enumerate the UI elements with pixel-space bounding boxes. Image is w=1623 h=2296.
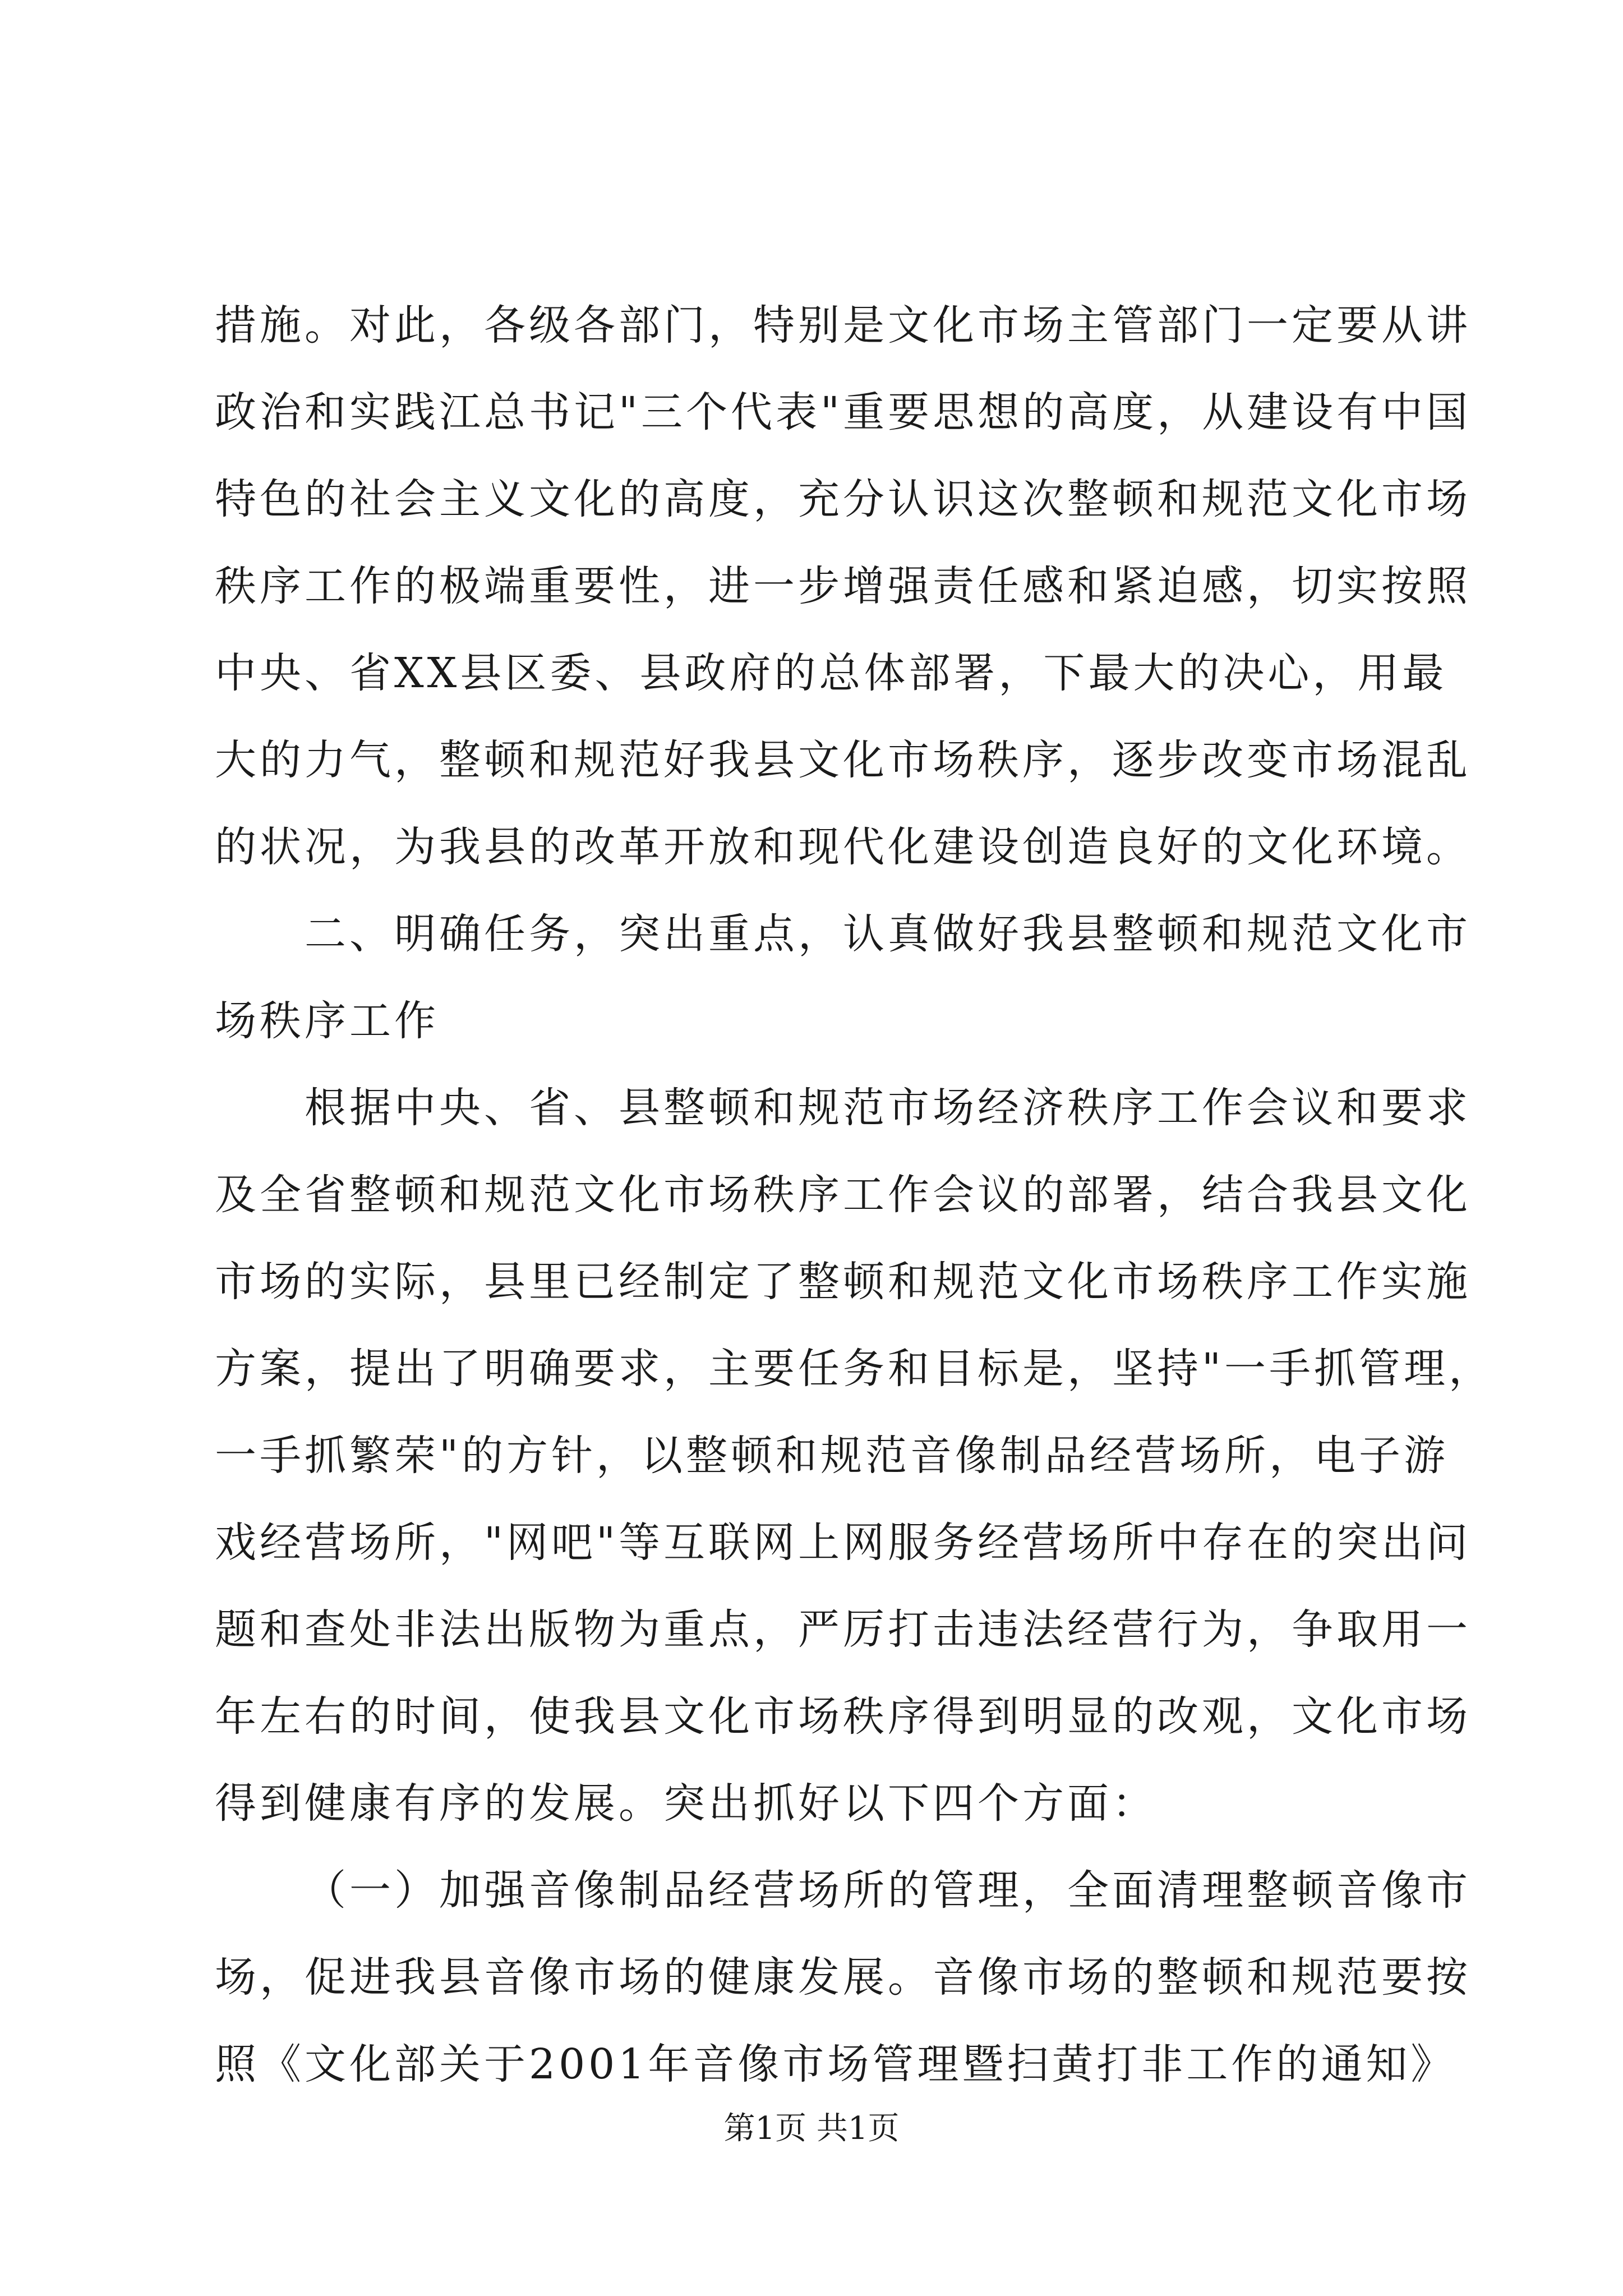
- text-line: 政治和实践江总书记"三个代表"重要思想的高度，从建设有中国: [215, 388, 1472, 436]
- text-line: 措施。对此，各级各部门，特别是文化市场主管部门一定要从讲: [215, 301, 1471, 349]
- text-line: 中央、省XX县区委、县政府的总体部署，下最大的决心，用最: [215, 649, 1447, 697]
- text-line: 年左右的时间，使我县文化市场秩序得到明显的改观，文化市场: [215, 1692, 1471, 1741]
- document-body: [215, 297, 1494, 2123]
- text-line: 照《文化部关于2001年音像市场管理暨扫黄打非工作的通知》: [215, 2040, 1456, 2088]
- section-heading-line: 二、明确任务，突出重点，认真做好我县整顿和规范文化市: [305, 910, 1471, 958]
- text-line: 题和查处非法出版物为重点，严厉打击违法经营行为，争取用一: [215, 1605, 1471, 1654]
- text-line: 的状况，为我县的改革开放和现代化建设创造良好的文化环境。: [215, 823, 1471, 871]
- text-line: 及全省整顿和规范文化市场秩序工作会议的部署，结合我县文化: [215, 1171, 1471, 1219]
- text-line: 戏经营场所，"网吧"等互联网上网服务经营场所中存在的突出问: [215, 1519, 1472, 1567]
- text-line: 得到健康有序的发展。突出抓好以下四个方面：: [215, 1779, 1157, 1828]
- text-line: 方案，提出了明确要求，主要任务和目标是，坚持"一手抓管理，: [215, 1345, 1494, 1393]
- text-line: 特色的社会主义文化的高度，充分认识这次整顿和规范文化市场: [215, 475, 1471, 523]
- text-line: （一）加强音像制品经营场所的管理，全面清理整顿音像市: [305, 1866, 1471, 1915]
- text-line: 秩序工作的极端重要性，进一步增强责任感和紧迫感，切实按照: [215, 562, 1471, 610]
- page-number-footer: 第1页 共1页: [723, 2110, 900, 2147]
- text-line: 大的力气，整顿和规范好我县文化市场秩序，逐步改变市场混乱: [215, 736, 1471, 784]
- text-line: 场，促进我县音像市场的健康发展。音像市场的整顿和规范要按: [215, 1953, 1471, 2001]
- section-heading-line: 场秩序工作: [215, 997, 439, 1045]
- text-line: 根据中央、省、县整顿和规范市场经济秩序工作会议和要求: [305, 1084, 1471, 1132]
- text-line: 市场的实际，县里已经制定了整顿和规范文化市场秩序工作实施: [215, 1258, 1471, 1306]
- text-line: 一手抓繁荣"的方针，以整顿和规范音像制品经营场所，电子游: [215, 1432, 1449, 1480]
